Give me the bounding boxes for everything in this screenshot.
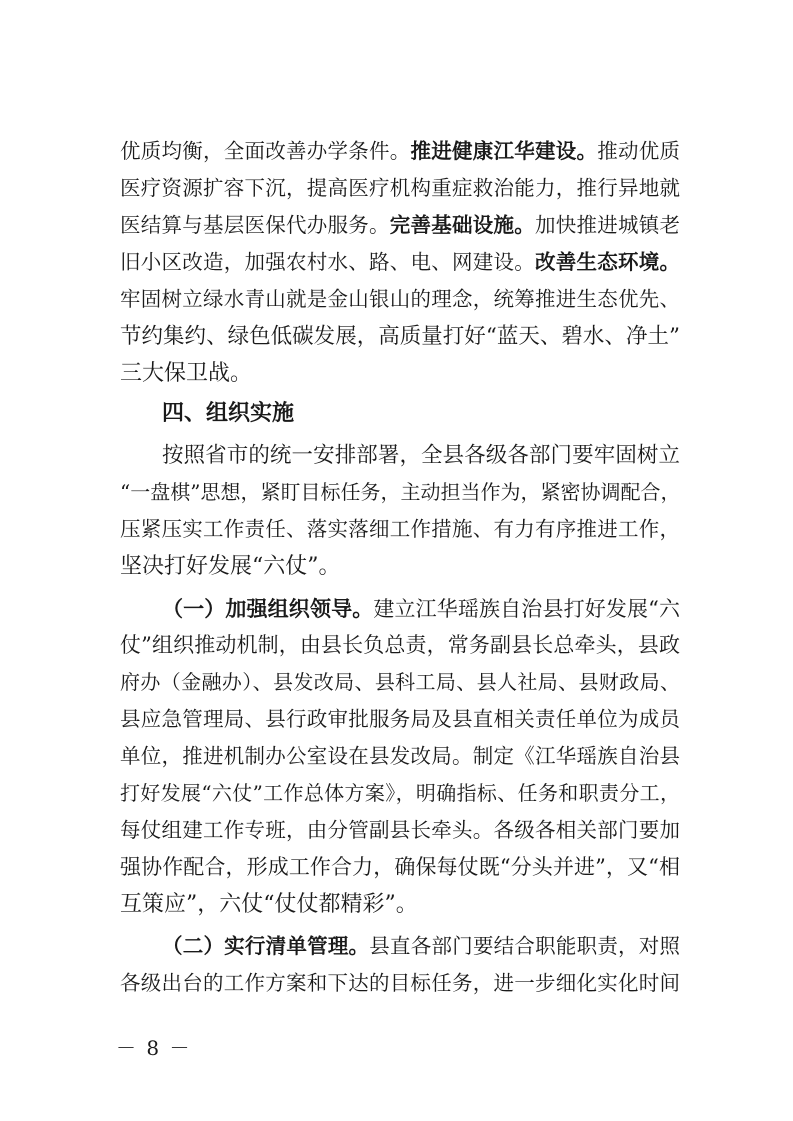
body-text-line <box>120 775 680 812</box>
text-run: 推动优质 <box>597 139 680 163</box>
text-run: 旧小区改造，加强农村水、路、电、网建设。 <box>120 250 535 274</box>
paragraph-first-line <box>162 928 680 965</box>
body-text-line <box>120 133 680 170</box>
body-text-line <box>120 664 680 701</box>
text-run: 各级出台的工作方案和下达的目标任务，进一步细化实化时间 <box>120 971 680 995</box>
bold-run: 改善生态环境。 <box>535 250 680 274</box>
bold-run: 完善基础设施。 <box>389 213 535 237</box>
bold-run: （一）加强组织领导。 <box>162 596 374 621</box>
paragraph-first-line <box>162 437 680 474</box>
text-run: 单位，推进机制办公室设在县发改局。制定《江华瑶族自治县 <box>120 744 680 768</box>
text-run: 打好发展“六仗”工作总体方案》，明确指标、任务和职责分工， <box>120 781 680 805</box>
text-run: 府办（金融办）、县发改局、县科工局、县人社局、县财政局、 <box>120 670 680 694</box>
section-heading <box>162 395 680 432</box>
paragraph-first-line <box>162 590 680 627</box>
body-text-line <box>120 627 680 664</box>
body-text-line <box>120 244 680 281</box>
text-run: 按照省市的统一安排部署，全县各级各部门要牢固树立 <box>162 443 680 468</box>
text-run: 强协作配合，形成工作合力，确保每仗既“分头并进”，又“相 <box>120 855 680 879</box>
text-run: 医疗资源扩容下沉，提高医疗机构重症救治能力，推行异地就 <box>120 176 680 200</box>
body-text-line <box>120 281 680 318</box>
text-run: 互策应”，六仗“仗仗都精彩”。 <box>120 892 418 917</box>
text-run: 三大保卫战。 <box>120 361 253 386</box>
text-run: 医结算与基层医保代办服务。 <box>120 213 390 237</box>
body-text-line <box>120 511 680 548</box>
bold-run: （二）实行清单管理。 <box>162 934 370 958</box>
body-text-line <box>120 965 680 1002</box>
body-text-line <box>120 886 680 923</box>
text-run: 牢固树立绿水青山就是金山银山的理念，统筹推进生态优先、 <box>120 287 680 311</box>
body-text-line <box>120 207 680 244</box>
text-run: 每仗组建工作专班，由分管副县长牵头。各级各相关部门要加 <box>120 818 680 842</box>
page-number: － 8 － <box>116 1036 192 1060</box>
body-text-line <box>120 812 680 849</box>
text-run: 节约集约、绿色低碳发展，高质量打好“蓝天、碧水、净土” <box>120 324 680 349</box>
text-run: 仗”组织推动机制，由县长负总责，常务副县长总牵头，县政 <box>120 633 680 657</box>
text-run: 优质均衡，全面改善办学条件。 <box>120 139 411 163</box>
body-text-line <box>120 548 680 585</box>
body-text-line <box>120 318 680 355</box>
text-run: 坚决打好发展“六仗”。 <box>120 554 341 579</box>
body-text-line <box>120 849 680 886</box>
text-run: 建立江华瑶族自治县打好发展“六 <box>373 597 680 621</box>
text-run: 县应急管理局、县行政审批服务局及县直相关责任单位为成员 <box>120 707 680 731</box>
text-run: “一盘棋”思想，紧盯目标任务，主动担当作为，紧密协调配合， <box>120 480 680 504</box>
text-run: 加快推进城镇老 <box>535 213 680 237</box>
text-run: 县直各部门要结合职能职责，对照 <box>369 934 680 958</box>
text-run: 压紧压实工作责任、落实落细工作措施、有力有序推进工作， <box>120 517 680 541</box>
body-text-line <box>120 355 680 392</box>
body-text-line <box>120 474 680 511</box>
body-text-line <box>120 170 680 207</box>
body-text-line <box>120 701 680 738</box>
text-run: 四、组织实施 <box>162 401 295 426</box>
bold-run: 推进健康江华建设。 <box>410 139 598 163</box>
body-text-line <box>120 738 680 775</box>
